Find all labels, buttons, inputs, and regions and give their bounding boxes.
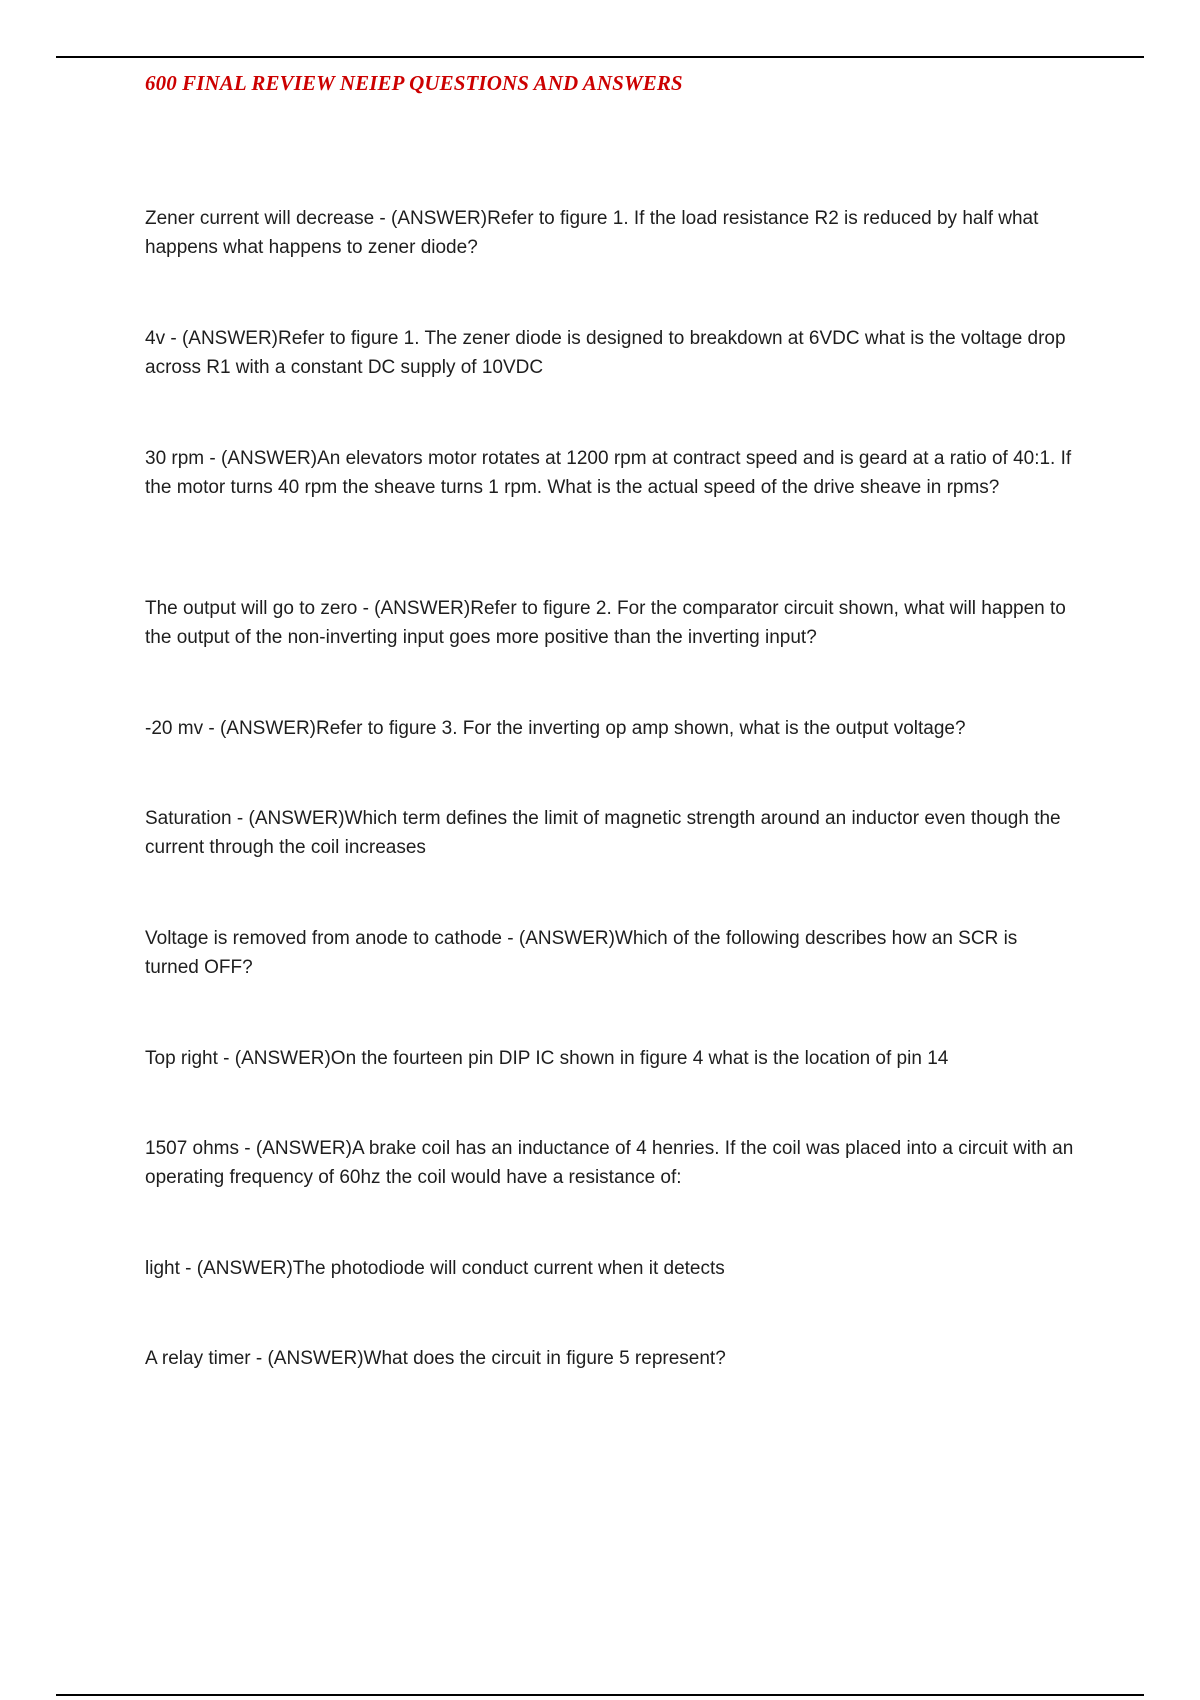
qa-item: -20 mv - (ANSWER)Refer to figure 3. For the inverting op amp shown, what is the output voltage? [145, 718, 966, 739]
header-rule [56, 56, 1144, 58]
footer-rule [56, 1694, 1144, 1696]
qa-item: 1507 ohms - (ANSWER)A brake coil has an inductance of 4 henries. If the coil was placed into a circuit with an operating frequency of 60hz the coil would have a resistance of: [145, 1138, 1074, 1188]
qa-item: 4v - (ANSWER)Refer to figure 1. The zener diode is designed to breakdown at 6VDC what is the voltage drop across R1 with a constant DC supply of 10VDC [145, 328, 1066, 378]
qa-item: Top right - (ANSWER)On the fourteen pin DIP IC shown in figure 4 what is the location of pin 14 [145, 1048, 949, 1069]
qa-item: light - (ANSWER)The photodiode will conduct current when it detects [145, 1258, 725, 1279]
qa-item: 30 rpm - (ANSWER)An elevators motor rotates at 1200 rpm at contract speed and is geard at a ratio of 40:1. If the motor turns 40 rpm the sheave turns 1 rpm. What is the actual speed of the drive sheave in rpms? [145, 448, 1072, 498]
qa-item: Zener current will decrease - (ANSWER)Refer to figure 1. If the load resistance R2 is reduced by half what happens what happens to zener diode? [145, 208, 1039, 258]
qa-item: Voltage is removed from anode to cathode - (ANSWER)Which of the following describes how an SCR is turned OFF? [145, 928, 1018, 978]
qa-item: The output will go to zero - (ANSWER)Refer to figure 2. For the comparator circuit shown, what will happen to the output of the non-inverting input goes more positive than the inverting input? [145, 598, 1066, 648]
qa-item: Saturation - (ANSWER)Which term defines the limit of magnetic strength around an inductor even though the current through the coil increases [145, 808, 1061, 858]
qa-item: A relay timer - (ANSWER)What does the circuit in figure 5 represent? [145, 1348, 726, 1369]
document-title: 600 FINAL REVIEW NEIEP QUESTIONS AND ANSWERS [145, 71, 683, 95]
